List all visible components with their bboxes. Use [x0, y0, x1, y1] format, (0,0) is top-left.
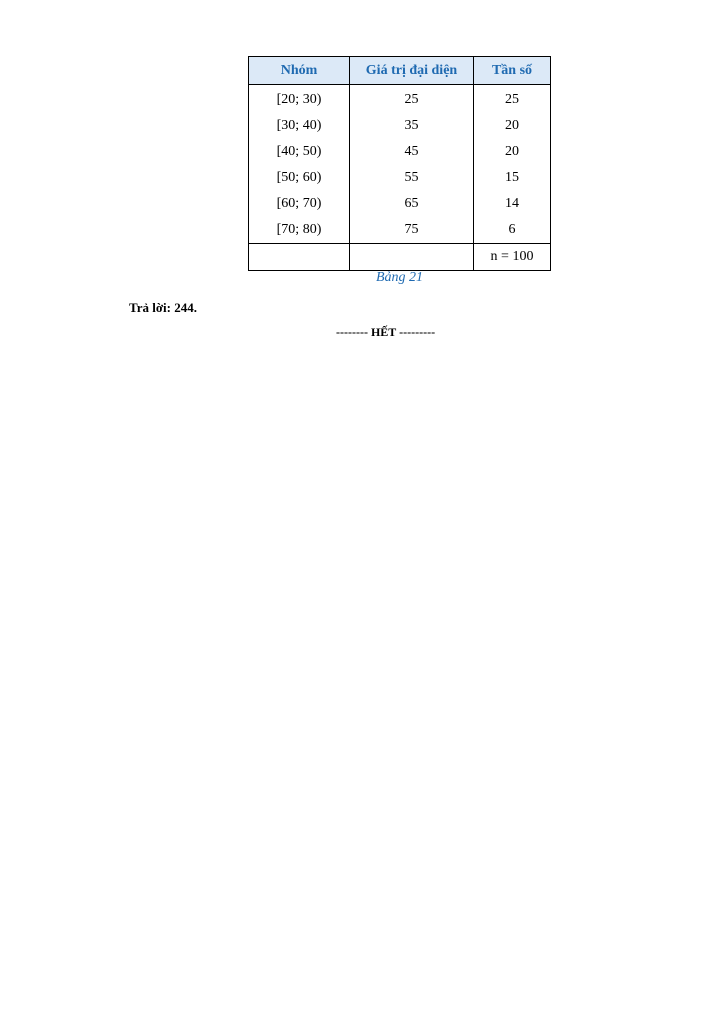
cell-frequency: 14	[474, 191, 551, 217]
cell-frequency: 6	[474, 217, 551, 244]
table-row	[249, 191, 551, 217]
end-marker: -------- HẾT ---------	[336, 325, 436, 339]
cell-group: [50; 60)	[249, 165, 350, 191]
table-row	[249, 113, 551, 139]
total-cell-group	[249, 244, 350, 271]
cell-representative-value: 35	[350, 113, 474, 139]
table-row	[249, 217, 551, 244]
table-header-row	[249, 57, 551, 85]
cell-frequency: 20	[474, 139, 551, 165]
cell-frequency: 20	[474, 113, 551, 139]
cell-group: [60; 70)	[249, 191, 350, 217]
cell-group: [70; 80)	[249, 217, 350, 244]
cell-frequency: 15	[474, 165, 551, 191]
answer-text: Trả lời: 244.	[129, 300, 197, 315]
total-cell-frequency: n = 100	[474, 244, 551, 271]
header-frequency: Tần số	[474, 57, 551, 85]
table-caption: Bảng 21	[375, 270, 424, 285]
table-row	[249, 85, 551, 114]
cell-representative-value: 45	[350, 139, 474, 165]
header-group: Nhóm	[249, 57, 350, 85]
table-row	[249, 139, 551, 165]
cell-group: [40; 50)	[249, 139, 350, 165]
cell-group: [30; 40)	[249, 113, 350, 139]
total-cell-representative-value	[350, 244, 474, 271]
header-representative-value: Giá trị đại diện	[350, 57, 474, 85]
table-row	[249, 165, 551, 191]
cell-representative-value: 25	[350, 85, 474, 114]
cell-representative-value: 65	[350, 191, 474, 217]
cell-representative-value: 75	[350, 217, 474, 244]
cell-frequency: 25	[474, 85, 551, 114]
frequency-table	[248, 56, 551, 271]
cell-representative-value: 55	[350, 165, 474, 191]
table-total-row	[249, 244, 551, 271]
cell-group: [20; 30)	[249, 85, 350, 114]
